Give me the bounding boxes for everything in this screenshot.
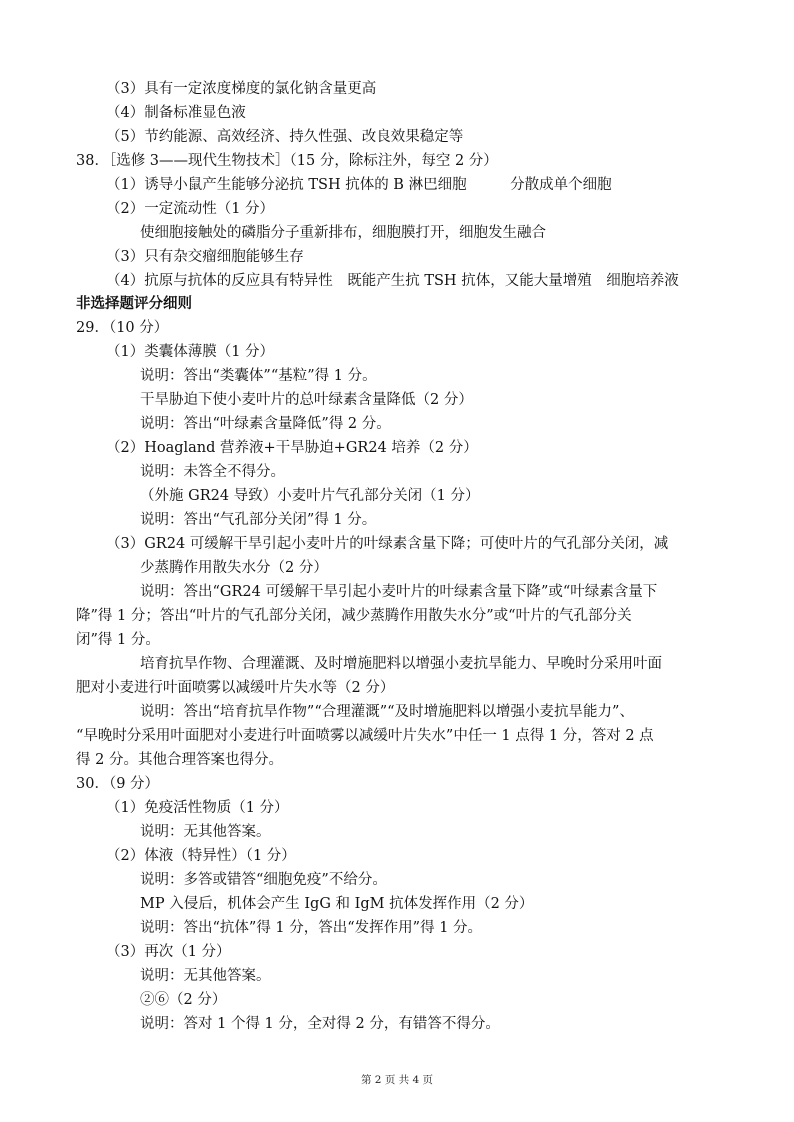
note-line: 说明：答出“叶绿素含量降低”得 2 分。	[140, 416, 391, 432]
note-line: 说明：无其他答案。	[140, 968, 271, 984]
answer-line: （5）节约能源、高效经济、持久性强、改良效果稳定等	[106, 129, 464, 145]
answer-line: ②⑥（2 分）	[140, 992, 227, 1008]
question-header: 38．［选修 3——现代生物技术］（15 分，除标注外，每空 2 分）	[76, 153, 498, 169]
answer-line: （1）免疫活性物质（1 分）	[106, 800, 289, 816]
answer-line: MP 入侵后，机体会产生 IgG 和 IgM 抗体发挥作用（2 分）	[140, 896, 534, 912]
question-header: 29．（10 分）	[76, 320, 169, 336]
answer-line: （外施 GR24 导致）小麦叶片气孔部分关闭（1 分）	[140, 488, 480, 504]
note-line: 说明：答出“抗体”得 1 分，答出“发挥作用”得 1 分。	[140, 920, 483, 936]
answer-line: 培育抗旱作物、合理灌溉、及时增施肥料以增强小麦抗旱能力、早晚时分采用叶面	[140, 656, 662, 672]
note-line: 降”得 1 分；答出“叶片的气孔部分关闭，减少蒸腾作用散失水分”或“叶片的气孔部分关	[76, 608, 632, 624]
answer-line: （4）制备标准显色液	[106, 105, 246, 121]
answer-line: （2）一定流动性（1 分）	[106, 201, 275, 217]
answer-line: （3）只有杂交瘤细胞能够生存	[106, 249, 304, 265]
answer-line: （3）具有一定浓度梯度的氯化钠含量更高	[106, 81, 377, 97]
answer-line: （2）体液（特异性）（1 分）	[106, 848, 296, 864]
note-line: 说明：答出“类囊体”“基粒”得 1 分。	[140, 368, 377, 384]
answer-line: （4）抗原与抗体的反应具有特异性 既能产生抗 TSH 抗体，又能大量增殖 细胞培养液	[106, 273, 679, 289]
answer-line: （3）GR24 可缓解干旱引起小麦叶片的叶绿素含量下降；可使叶片的气孔部分关闭，减	[106, 536, 669, 552]
answer-line: （1）类囊体薄膜（1 分）	[106, 344, 275, 360]
note-line: 说明：未答全不得分。	[140, 464, 285, 480]
section-title: 非选择题评分细则	[76, 295, 192, 312]
note-line: 说明：答出“GR24 可缓解干旱引起小麦叶片的叶绿素含量下降”或“叶绿素含量下	[140, 584, 658, 600]
note-line: 闭”得 1 分。	[76, 632, 160, 648]
answer-line: 肥对小麦进行叶面喷雾以减缓叶片失水等（2 分）	[76, 680, 395, 696]
note-line: 说明：答出“气孔部分关闭”得 1 分。	[140, 512, 377, 528]
page-number: 第 2 页 共 4 页	[360, 1074, 434, 1086]
answer-line: 少蒸腾作用散失水分（2 分）	[140, 560, 328, 576]
question-header: 30．（9 分）	[76, 776, 160, 792]
answer-line: （2）Hoagland 营养液+干旱胁迫+GR24 培养（2 分）	[106, 440, 478, 456]
answer-line: 干旱胁迫下使小麦叶片的总叶绿素含量降低（2 分）	[140, 392, 473, 408]
note-line: 说明：无其他答案。	[140, 824, 271, 840]
answer-line: （3）再次（1 分）	[106, 944, 231, 960]
note-line: 说明：答对 1 个得 1 分，全对得 2 分，有错答不得分。	[140, 1016, 500, 1032]
answer-line: 使细胞接触处的磷脂分子重新排布，细胞膜打开，细胞发生融合	[140, 225, 546, 241]
note-line: “早晚时分采用叶面肥对小麦进行叶面喷雾以减缓叶片失水”中任一 1 点得 1 分，答对 2 点	[76, 728, 654, 744]
note-line: 说明：答出“培育抗旱作物”“合理灌溉”“及时增施肥料以增强小麦抗旱能力”、	[140, 704, 634, 720]
note-line: 得 2 分。其他合理答案也得分。	[76, 752, 283, 768]
note-line: 说明：多答或错答“细胞免疫”不给分。	[140, 872, 387, 888]
answer-line: （1）诱导小鼠产生能够分泌抗 TSH 抗体的 B 淋巴细胞 分散成单个细胞	[106, 177, 612, 193]
